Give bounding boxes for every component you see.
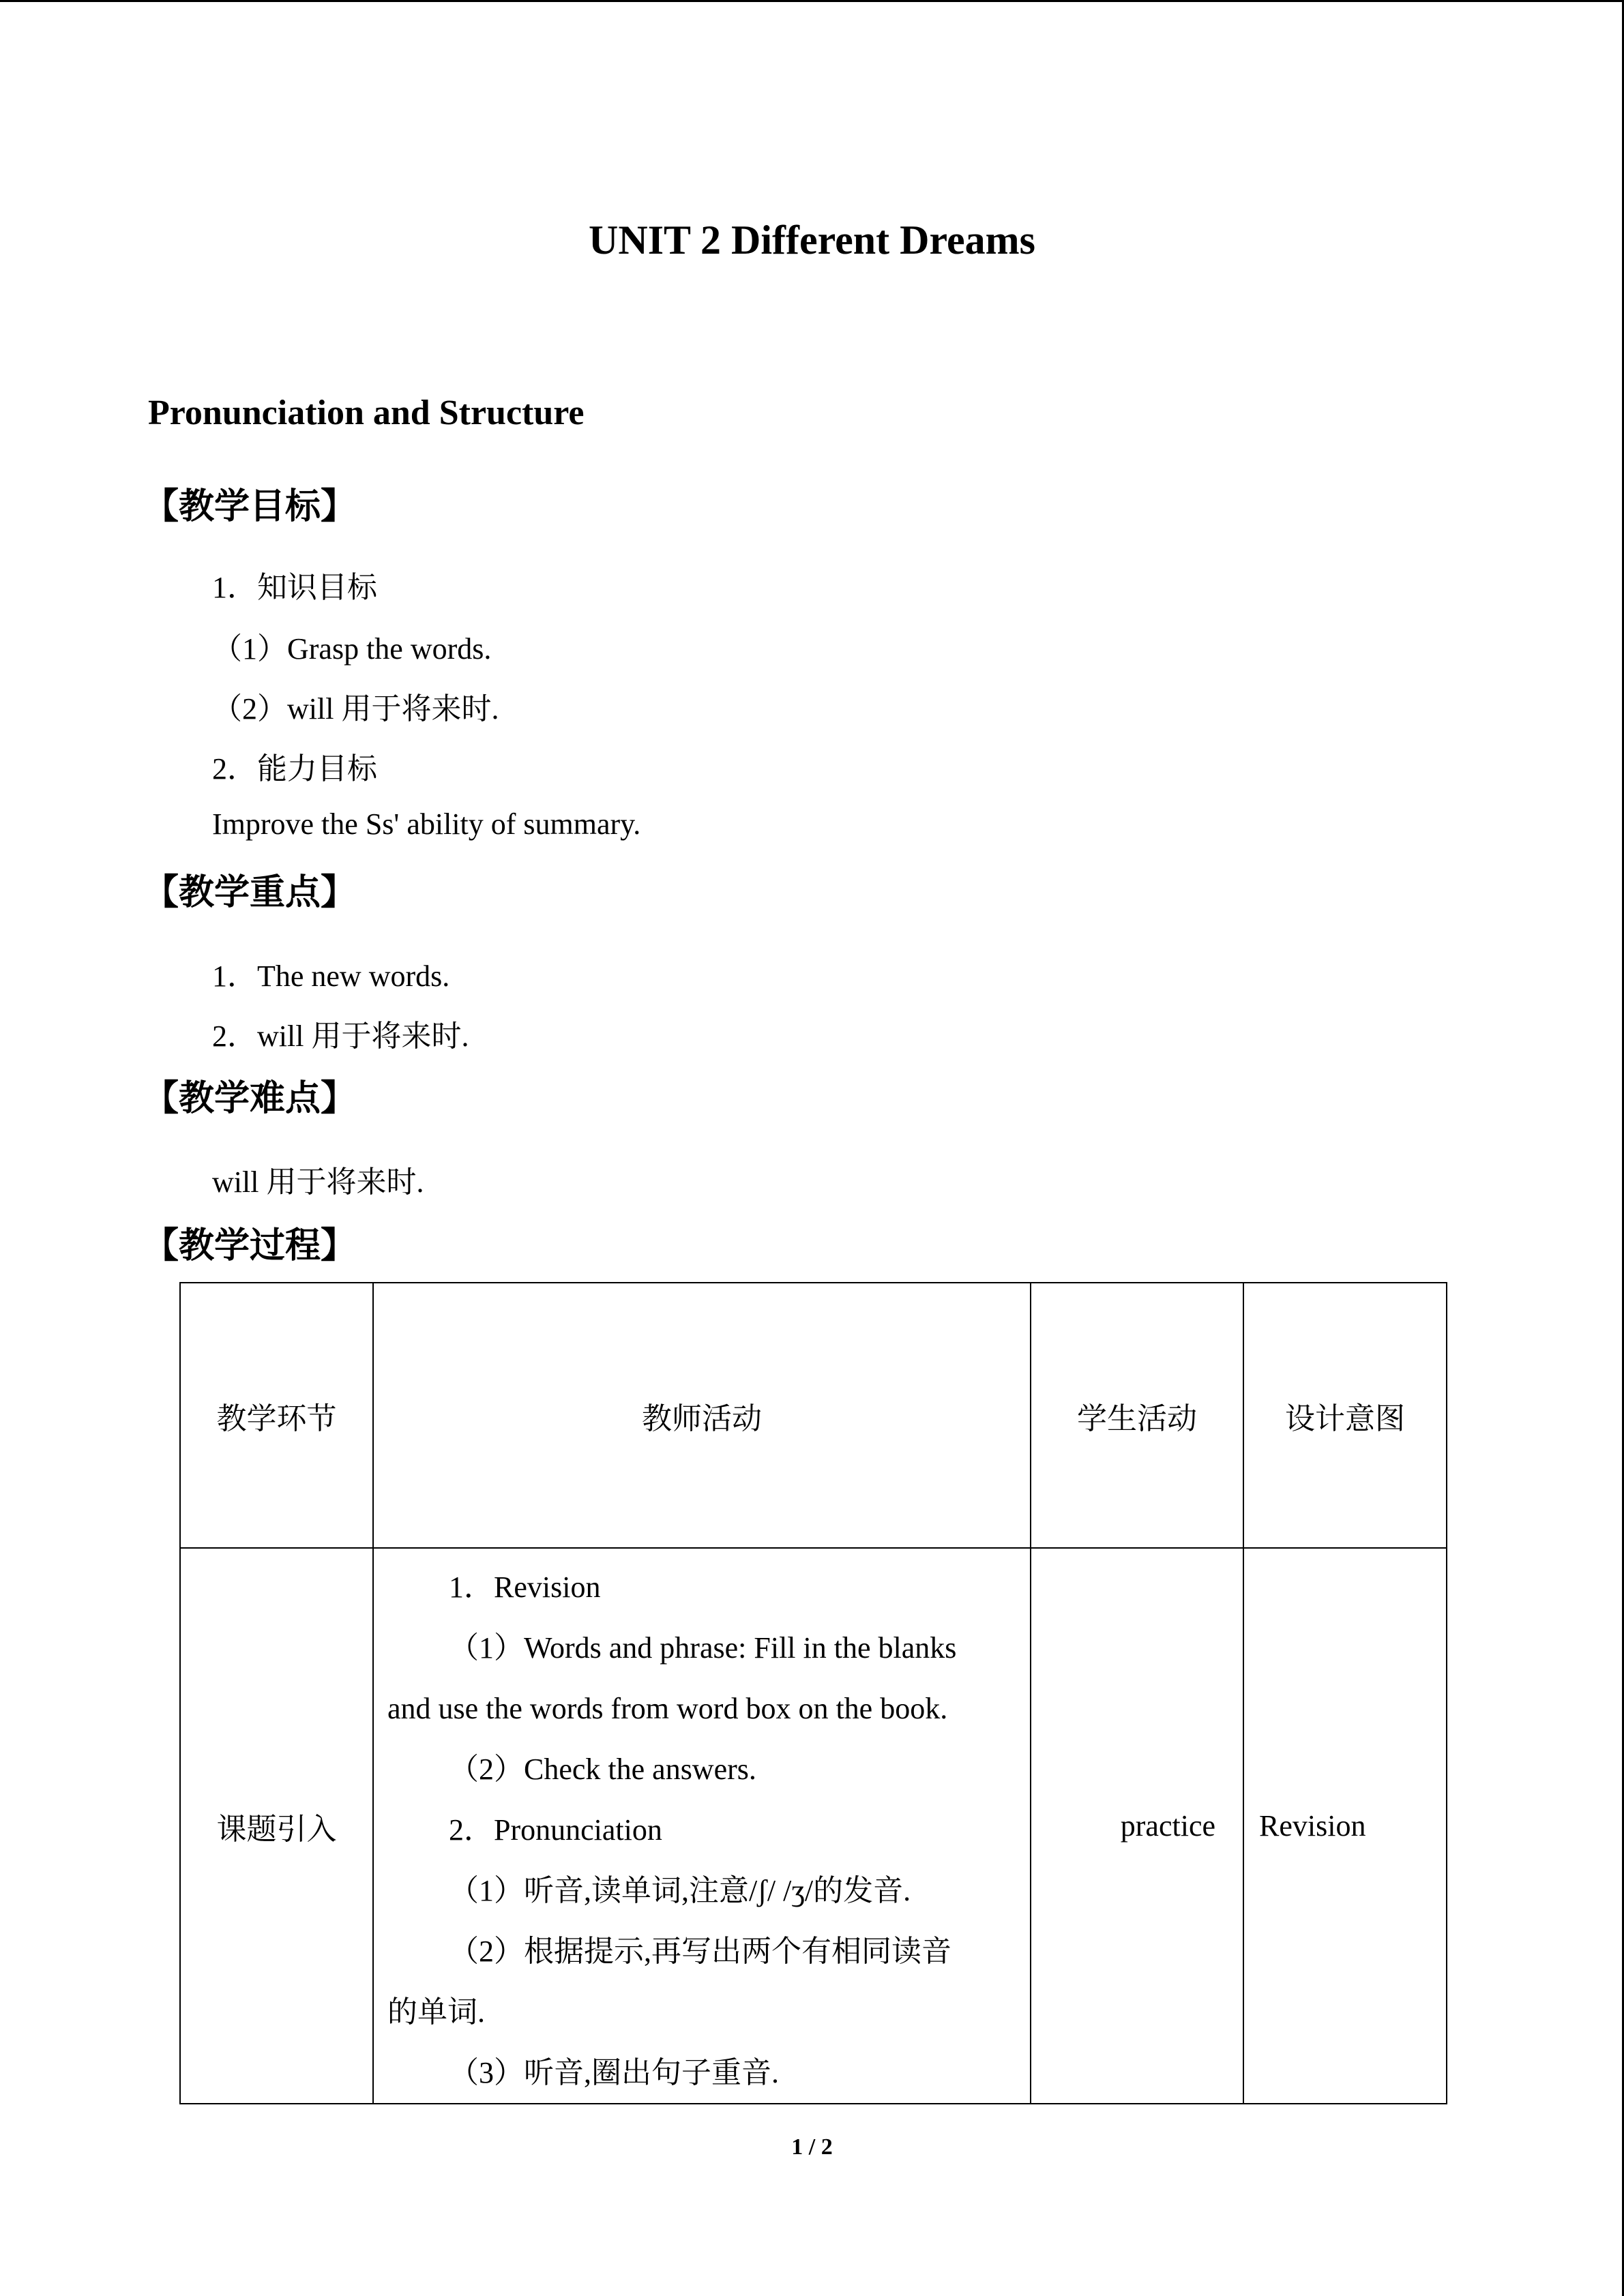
cell-stage: 课题引入: [180, 1548, 373, 2104]
cell-teacher-activity: [373, 1548, 1031, 2104]
teacher-line: 1．Revision: [449, 1570, 601, 1604]
key-points-heading: 【教学重点】: [143, 872, 357, 913]
header-design-intent: 设计意图: [1243, 1283, 1447, 1548]
difficulties-heading: 【教学难点】: [143, 1078, 357, 1119]
teacher-line: 2．Pronunciation: [449, 1813, 662, 1847]
key-point-line: 1．The new words.: [212, 959, 450, 993]
teacher-line: （3）听音,圈出句子重音.: [449, 2056, 779, 2089]
objective-line: （1）Grasp the words.: [212, 632, 492, 666]
teacher-line: （2）根据提示,再写出两个有相同读音: [449, 1935, 951, 1968]
key-point-line: 2．will 用于将来时.: [212, 1019, 469, 1053]
process-heading: 【教学过程】: [143, 1225, 357, 1266]
objective-line: 1．知识目标: [212, 571, 377, 604]
header-teacher-activity: 教师活动: [373, 1283, 1031, 1548]
header-student-activity: 学生活动: [1031, 1283, 1243, 1548]
objective-line: 2．能力目标: [212, 752, 377, 786]
page-number: 1 / 2: [791, 2134, 833, 2160]
teacher-line: （2）Check the answers.: [449, 1753, 756, 1786]
table-row: [180, 1548, 1447, 2104]
cell-design-intent: Revision: [1243, 1548, 1447, 2104]
objective-line: （2）will 用于将来时.: [212, 692, 499, 726]
difficulty-line: will 用于将来时.: [212, 1165, 424, 1199]
teacher-line: （1）听音,读单词,注意/ʃ/ /ʒ/的发音.: [449, 1874, 911, 1907]
teacher-line: 的单词.: [387, 1995, 485, 2029]
header-stage: 教学环节: [180, 1283, 373, 1548]
teacher-line: （1）Words and phrase: Fill in the blanks: [449, 1631, 957, 1665]
cell-student-activity: practice: [1031, 1548, 1243, 2104]
teacher-line: and use the words from word box on the book.: [387, 1692, 948, 1725]
page-title: UNIT 2 Different Dreams: [589, 218, 1035, 263]
objective-line: Improve the Ss' ability of summary.: [212, 807, 641, 841]
process-table: [179, 1282, 1447, 2104]
page-border-top: [0, 0, 1624, 2]
objectives-heading: 【教学目标】: [143, 486, 357, 527]
lesson-subtitle: Pronunciation and Structure: [148, 393, 585, 432]
table-header-row: [180, 1283, 1447, 1548]
